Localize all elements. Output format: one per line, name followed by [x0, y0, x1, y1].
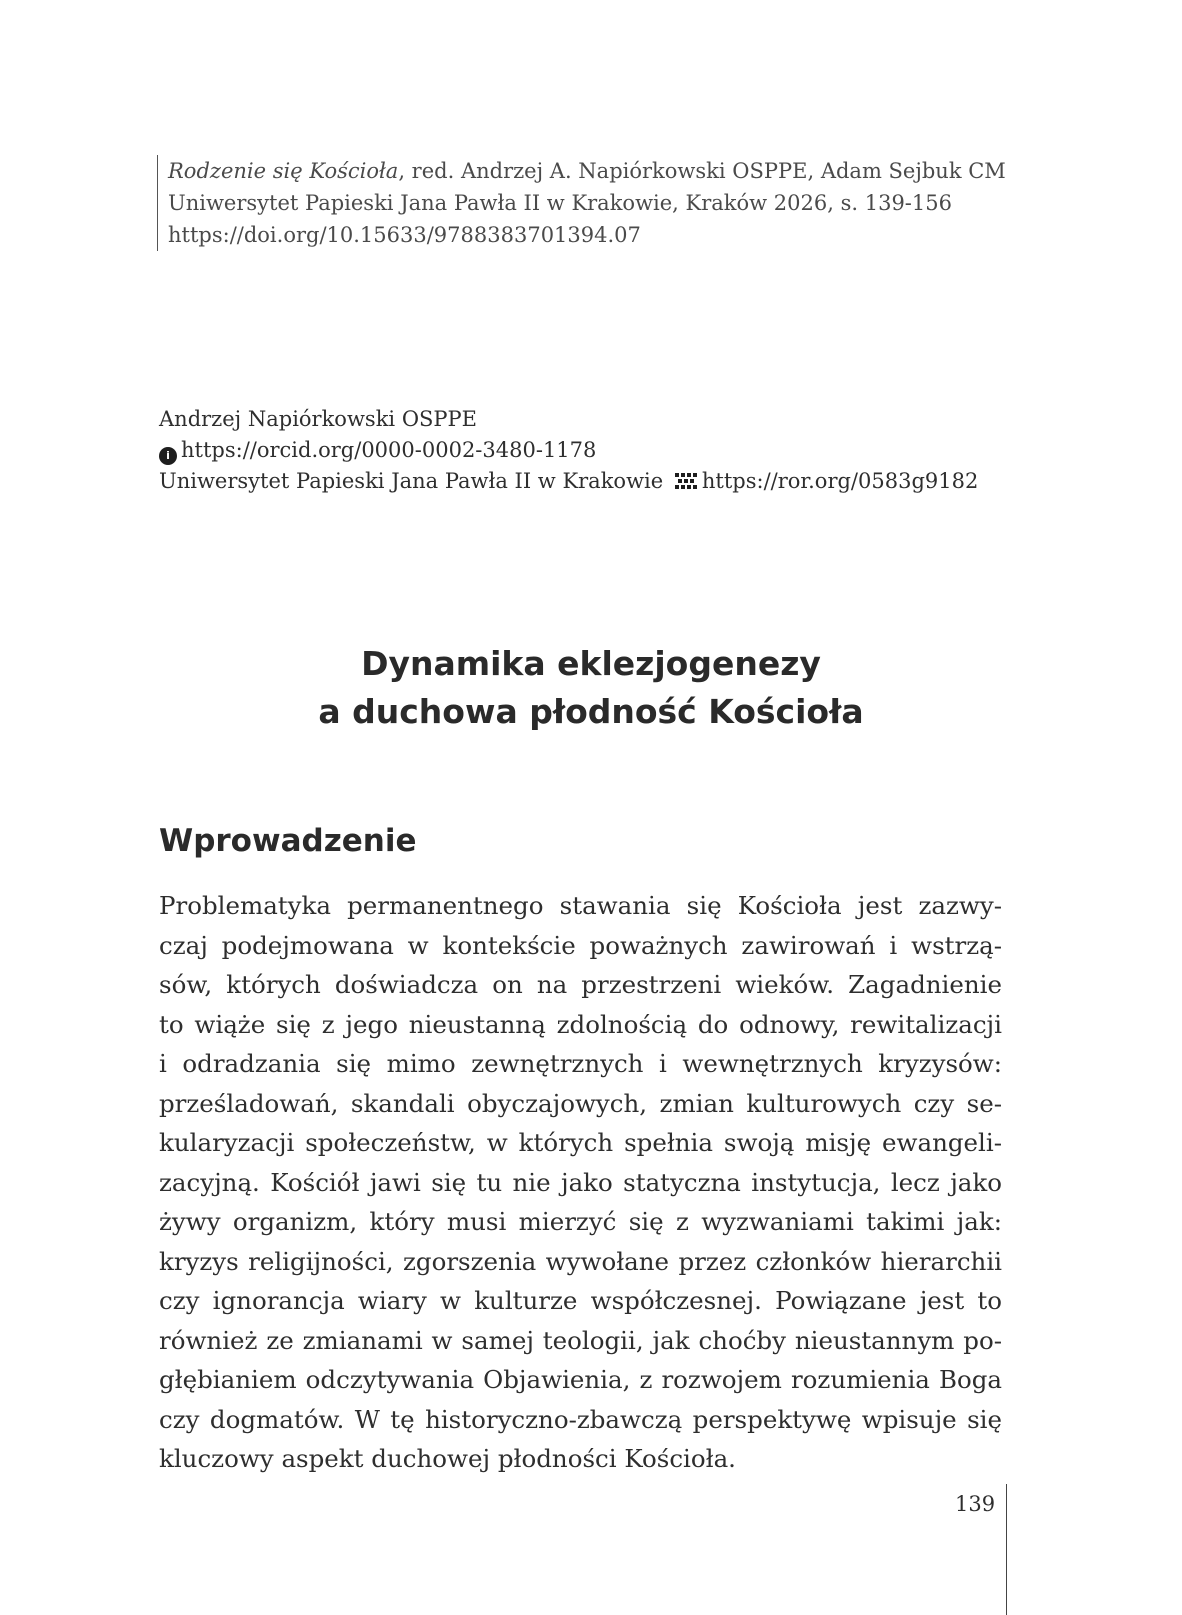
body-paragraph [159, 886, 1002, 1479]
citation-line-2: Uniwersytet Papieski Jana Pawła II w Krakowie, Kraków 2026, s. 139-156 [168, 191, 952, 215]
page-number: 139 [955, 1492, 996, 1516]
body-line: kluczowy aspekt duchowej płodności Kościoła. [159, 1444, 736, 1473]
orcid-link[interactable]: https://orcid.org/0000-0002-3480-1178 [181, 438, 597, 462]
citation-doi-link[interactable]: https://doi.org/10.15633/9788383701394.07 [168, 223, 641, 247]
body-line: głębianiem odczytywania Objawienia, z rozwojem rozumienia Boga [159, 1365, 1002, 1394]
citation-book-title: Rodzenie się Kościoła [168, 159, 399, 183]
citation-block [157, 155, 1006, 251]
body-line: kryzys religijności, zgorszenia wywołane przez członków hierarchii [159, 1246, 1002, 1276]
body-line: kularyzacji społeczeństw, w których spełnia swoją misję ewangeli- [159, 1128, 1002, 1157]
body-line: czy dogmatów. W tę historyczno-zbawczą perspektywę wpisuje się [159, 1404, 1002, 1434]
author-affiliation: Uniwersytet Papieski Jana Pawła II w Krakowie [159, 469, 664, 493]
ror-icon [674, 472, 698, 490]
section-heading: Wprowadzenie [159, 823, 417, 859]
citation-editors: , red. Andrzej A. Napiórkowski OSPPE, Adam Sejbuk CM [398, 159, 1006, 183]
body-line: również ze zmianami w samej teologii, jak choćby nieustannym po- [159, 1325, 1002, 1355]
author-name: Andrzej Napiórkowski OSPPE [159, 407, 478, 431]
citation-line-1 [168, 155, 1006, 187]
body-line: zacyjną. Kościół jawi się tu nie jako statyczna instytucja, lecz jako [159, 1167, 1002, 1197]
body-line: prześladowań, skandali obyczajowych, zmian kulturowych czy se- [159, 1088, 1002, 1118]
body-line: to wiąże się z jego nieustanną zdolnością do odnowy, rewitalizacji [159, 1009, 1002, 1039]
article-title-line-2: a duchowa płodność Kościoła [318, 692, 864, 731]
body-line: żywy organizm, który musi mierzyć się z wyzwaniami takimi jak: [159, 1207, 1002, 1236]
body-line: Problematyka permanentnego stawania się Kościoła jest zazwy- [159, 891, 1002, 920]
article-title [0, 640, 1182, 736]
author-block [159, 404, 978, 497]
body-line: sów, których doświadcza on na przestrzeni wieków. Zagadnienie [159, 970, 1002, 999]
body-line: czy ignorancja wiary w kulturze współczesnej. Powiązane jest to [159, 1286, 1002, 1315]
article-title-line-1: Dynamika eklezjogenezy [361, 644, 821, 683]
ror-link[interactable]: https://ror.org/0583g9182 [701, 469, 979, 493]
author-orcid-line [159, 435, 978, 466]
orcid-icon: i [159, 447, 177, 465]
page-number-rule [1006, 1484, 1007, 1615]
author-affiliation-line [159, 466, 978, 497]
body-line: i odradzania się mimo zewnętrznych i wewnętrznych kryzysów: [159, 1049, 1002, 1078]
body-line: czaj podejmowana w kontekście poważnych zawirowań i wstrzą- [159, 930, 1002, 960]
